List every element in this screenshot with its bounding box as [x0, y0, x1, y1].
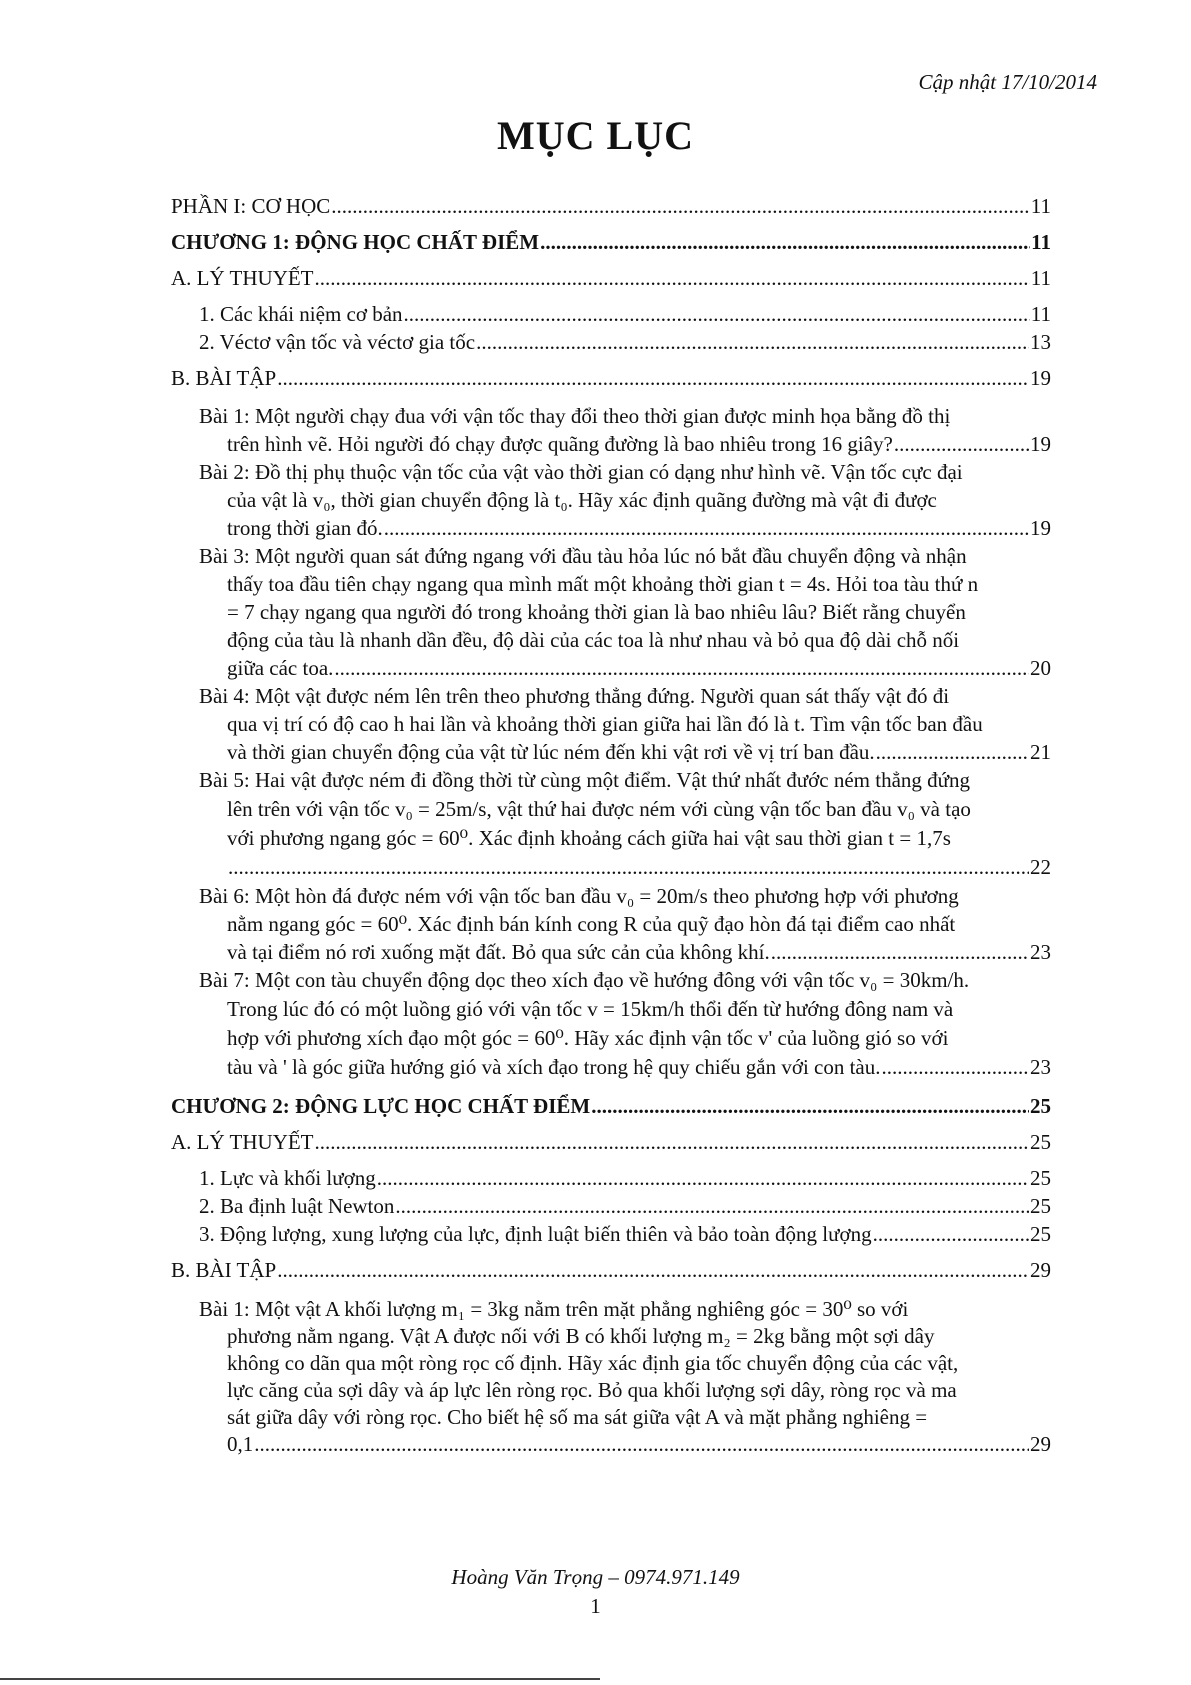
toc-leader-dots — [228, 853, 1029, 882]
toc-page-number: 19 — [1030, 366, 1051, 390]
toc-exercise-line: động của tàu là nhanh dần đều, độ dài của các toa là như nhau và bỏ qua độ dài chỗ nối — [227, 628, 960, 652]
toc-exercise-line: Bài 3: Một người quan sát đứng ngang với đầu tàu hỏa lúc nó bắt đầu chuyển động và nhận — [199, 544, 967, 568]
toc-exercise-line: 0,1 — [227, 1432, 254, 1456]
toc-exercise-line: lên trên với vận tốc v₀ = 25m/s, vật thứ hai được ném với cùng vận tốc ban đầu v₀ và tạo — [227, 797, 971, 821]
toc-entry-title: 2. Véctơ vận tốc và véctơ gia tốc — [199, 330, 476, 354]
toc-page-number: 23 — [1030, 940, 1051, 964]
toc-entry[interactable] — [171, 192, 1051, 220]
toc-exercise-line: trên hình vẽ. Hỏi người đó chạy được quãng đường là bao nhiêu trong 16 giây? — [227, 432, 893, 456]
toc-leader-dots — [315, 264, 1030, 292]
toc-exercise-entry[interactable] — [171, 966, 1051, 1082]
toc-entry[interactable] — [171, 364, 1051, 392]
toc-entry-title: 1. Lực và khối lượng — [199, 1166, 376, 1190]
toc-page-number: 29 — [1030, 1258, 1051, 1282]
toc-entry-title: 1. Các khái niệm cơ bản — [199, 302, 403, 326]
toc-leader-dots — [540, 228, 1030, 256]
toc-page-number: 19 — [1030, 516, 1051, 540]
toc-exercise-entry[interactable] — [171, 766, 1051, 882]
toc-entry[interactable] — [171, 264, 1051, 292]
toc-exercise-entry[interactable] — [171, 682, 1051, 766]
toc-exercise-line: qua vị trí có độ cao h hai lần và khoảng thời gian giữa hai lần đó là t. Tìm vận tốc ban đầu — [227, 712, 983, 736]
toc-exercise-entry[interactable] — [171, 542, 1051, 682]
toc-page-number: 22 — [1030, 855, 1051, 879]
toc-leader-dots — [315, 1128, 1029, 1156]
toc-entry[interactable] — [171, 1256, 1051, 1284]
toc-exercise-line: Bài 7: Một con tàu chuyển động dọc theo xích đạo về hướng đông với vận tốc v₀ = 30km/h. — [199, 968, 970, 992]
toc-exercise-line: Bài 2: Đồ thị phụ thuộc vận tốc của vật vào thời gian có dạng như hình vẽ. Vận tốc cực đại — [199, 460, 963, 484]
toc-exercise-last-line — [199, 1431, 1051, 1458]
toc-page-number: 13 — [1030, 330, 1051, 354]
table-of-contents — [171, 192, 1051, 1458]
toc-page-number: 11 — [1030, 302, 1051, 326]
toc-entry[interactable] — [171, 1128, 1051, 1156]
toc-entry[interactable] — [171, 300, 1051, 328]
toc-exercise-line: nằm ngang góc = 60⁰. Xác định bán kính cong R của quỹ đạo hòn đá tại điểm cao nhất — [227, 912, 956, 936]
toc-entry-title: B. BÀI TẬP — [171, 1258, 277, 1282]
footer-page-number: 1 — [590, 1594, 601, 1618]
toc-leader-dots — [377, 1164, 1029, 1192]
toc-page-number: 11 — [1030, 266, 1051, 290]
toc-leader-dots — [591, 1092, 1029, 1120]
toc-exercise-last-line — [199, 430, 1051, 458]
toc-leader-dots — [384, 514, 1029, 542]
toc-page-number: 20 — [1030, 656, 1051, 680]
toc-exercise-last-line — [199, 514, 1051, 542]
toc-page-number: 19 — [1030, 432, 1051, 456]
toc-leader-dots — [277, 364, 1029, 392]
toc-exercise-line: với phương ngang góc = 60⁰. Xác định khoảng cách giữa hai vật sau thời gian t = 1,7s — [227, 826, 951, 850]
toc-leader-dots — [254, 1431, 1029, 1458]
toc-exercise-last-line — [199, 738, 1051, 766]
toc-exercise-last-line — [199, 1053, 1051, 1082]
toc-exercise-last-line — [199, 654, 1051, 682]
toc-exercise-line: của vật là v₀, thời gian chuyển động là t₀. Hãy xác định quãng đường mà vật đi được — [227, 488, 937, 512]
toc-leader-dots — [331, 192, 1030, 220]
toc-leader-dots — [882, 1053, 1029, 1082]
toc-page-number: 25 — [1030, 1130, 1051, 1154]
toc-exercise-entry[interactable] — [171, 458, 1051, 542]
toc-exercise-line: giữa các toa. — [227, 656, 334, 680]
toc-exercise-line: và thời gian chuyển động của vật từ lúc ném đến khi vật rơi về vị trí ban đầu. — [227, 740, 875, 764]
toc-exercise-line: thấy toa đầu tiên chạy ngang qua mình mất một khoảng thời gian t = 4s. Hỏi toa tàu thứ n — [227, 572, 979, 596]
page-title: MỤC LỤC — [497, 113, 694, 158]
toc-exercise-line: lực căng của sợi dây và áp lực lên ròng rọc. Bỏ qua khối lượng sợi dây, ròng rọc và ma — [227, 1378, 957, 1402]
toc-entry-title: 2. Ba định luật Newton — [199, 1194, 395, 1218]
toc-leader-dots — [404, 300, 1030, 328]
toc-entry-title: A. LÝ THUYẾT — [171, 266, 314, 290]
toc-page-number: 25 — [1030, 1166, 1051, 1190]
toc-entry[interactable] — [171, 328, 1051, 356]
footer-author: Hoàng Văn Trọng – 0974.971.149 — [451, 1565, 740, 1589]
toc-entry-title: B. BÀI TẬP — [171, 366, 277, 390]
toc-leader-dots — [873, 1220, 1029, 1248]
toc-entry[interactable] — [171, 1192, 1051, 1220]
toc-exercise-line: Bài 1: Một vật A khối lượng m₁ = 3kg nằm trên mặt phẳng nghiêng góc = 30⁰ so với — [199, 1297, 909, 1321]
toc-page-number: 11 — [1030, 194, 1051, 218]
update-note: Cập nhật 17/10/2014 — [918, 70, 1097, 94]
toc-entry[interactable] — [171, 228, 1051, 256]
toc-exercise-entry[interactable] — [171, 1296, 1051, 1458]
toc-leader-dots — [334, 654, 1029, 682]
toc-leader-dots — [894, 430, 1029, 458]
toc-exercise-line: không co dãn qua một ròng rọc cố định. Hãy xác định gia tốc chuyển động của các vật, — [227, 1351, 959, 1375]
toc-leader-dots — [876, 738, 1029, 766]
toc-page-number: 23 — [1030, 1055, 1051, 1079]
toc-page-number: 29 — [1030, 1432, 1051, 1456]
toc-entry-title: CHƯƠNG 1: ĐỘNG HỌC CHẤT ĐIỂM — [171, 230, 540, 254]
toc-exercise-line: và tại điểm nó rơi xuống mặt đất. Bỏ qua sức cản của không khí. — [227, 940, 770, 964]
toc-leader-dots — [277, 1256, 1029, 1284]
toc-entry-title: PHẦN I: CƠ HỌC — [171, 194, 331, 218]
toc-page-number: 25 — [1030, 1222, 1051, 1246]
toc-exercise-line: = 7 chạy ngang qua người đó trong khoảng thời gian là bao nhiêu lâu? Biết rằng chuyển — [227, 600, 966, 624]
toc-exercise-line: Bài 4: Một vật được ném lên trên theo phương thẳng đứng. Người quan sát thấy vật đó đi — [199, 684, 950, 708]
toc-entry-title: 3. Động lượng, xung lượng của lực, định luật biến thiên và bảo toàn động lượng — [199, 1222, 872, 1246]
toc-entry-title: A. LÝ THUYẾT — [171, 1130, 314, 1154]
toc-page-number: 25 — [1030, 1094, 1051, 1118]
toc-exercise-last-line — [199, 853, 1051, 882]
toc-leader-dots — [476, 328, 1029, 356]
toc-entry-title: CHƯƠNG 2: ĐỘNG LỰC HỌC CHẤT ĐIỂM — [171, 1094, 591, 1118]
toc-exercise-line: Bài 6: Một hòn đá được ném với vận tốc ban đầu v₀ = 20m/s theo phương hợp với phương — [199, 884, 959, 908]
toc-exercise-line: trong thời gian đó. — [227, 516, 383, 540]
toc-exercise-line: hợp với phương xích đạo một góc = 60⁰. Hãy xác định vận tốc v' của luồng gió so với — [227, 1026, 949, 1050]
toc-exercise-line: Bài 1: Một người chạy đua với vận tốc thay đổi theo thời gian được minh họa bằng đồ thị — [199, 404, 951, 428]
toc-entry[interactable] — [171, 1164, 1051, 1192]
toc-exercise-line: Trong lúc đó có một luồng gió với vận tốc v = 15km/h thổi đến từ hướng đông nam và — [227, 997, 954, 1021]
toc-exercise-line: tàu và ' là góc giữa hướng gió và xích đạo trong hệ quy chiếu gắn với con tàu. — [227, 1055, 881, 1079]
toc-leader-dots — [771, 938, 1029, 966]
toc-page-number: 21 — [1030, 740, 1051, 764]
toc-exercise-line: phương nằm ngang. Vật A được nối với B có khối lượng m₂ = 2kg bằng một sợi dây — [227, 1324, 935, 1348]
bottom-rule — [0, 1678, 600, 1680]
toc-entry[interactable] — [171, 1092, 1051, 1120]
toc-exercise-last-line — [199, 938, 1051, 966]
toc-exercise-line: Bài 5: Hai vật được ném đi đồng thời từ cùng một điểm. Vật thứ nhất đước ném thẳng đứng — [199, 768, 971, 792]
toc-page-number: 25 — [1030, 1194, 1051, 1218]
toc-leader-dots — [395, 1192, 1029, 1220]
toc-page-number: 11 — [1031, 230, 1051, 254]
toc-exercise-entry[interactable] — [171, 882, 1051, 966]
toc-entry[interactable] — [171, 1220, 1051, 1248]
toc-exercise-entry[interactable] — [171, 402, 1051, 458]
toc-exercise-line: sát giữa dây với ròng rọc. Cho biết hệ số ma sát giữa vật A và mặt phẳng nghiêng = — [227, 1405, 928, 1429]
